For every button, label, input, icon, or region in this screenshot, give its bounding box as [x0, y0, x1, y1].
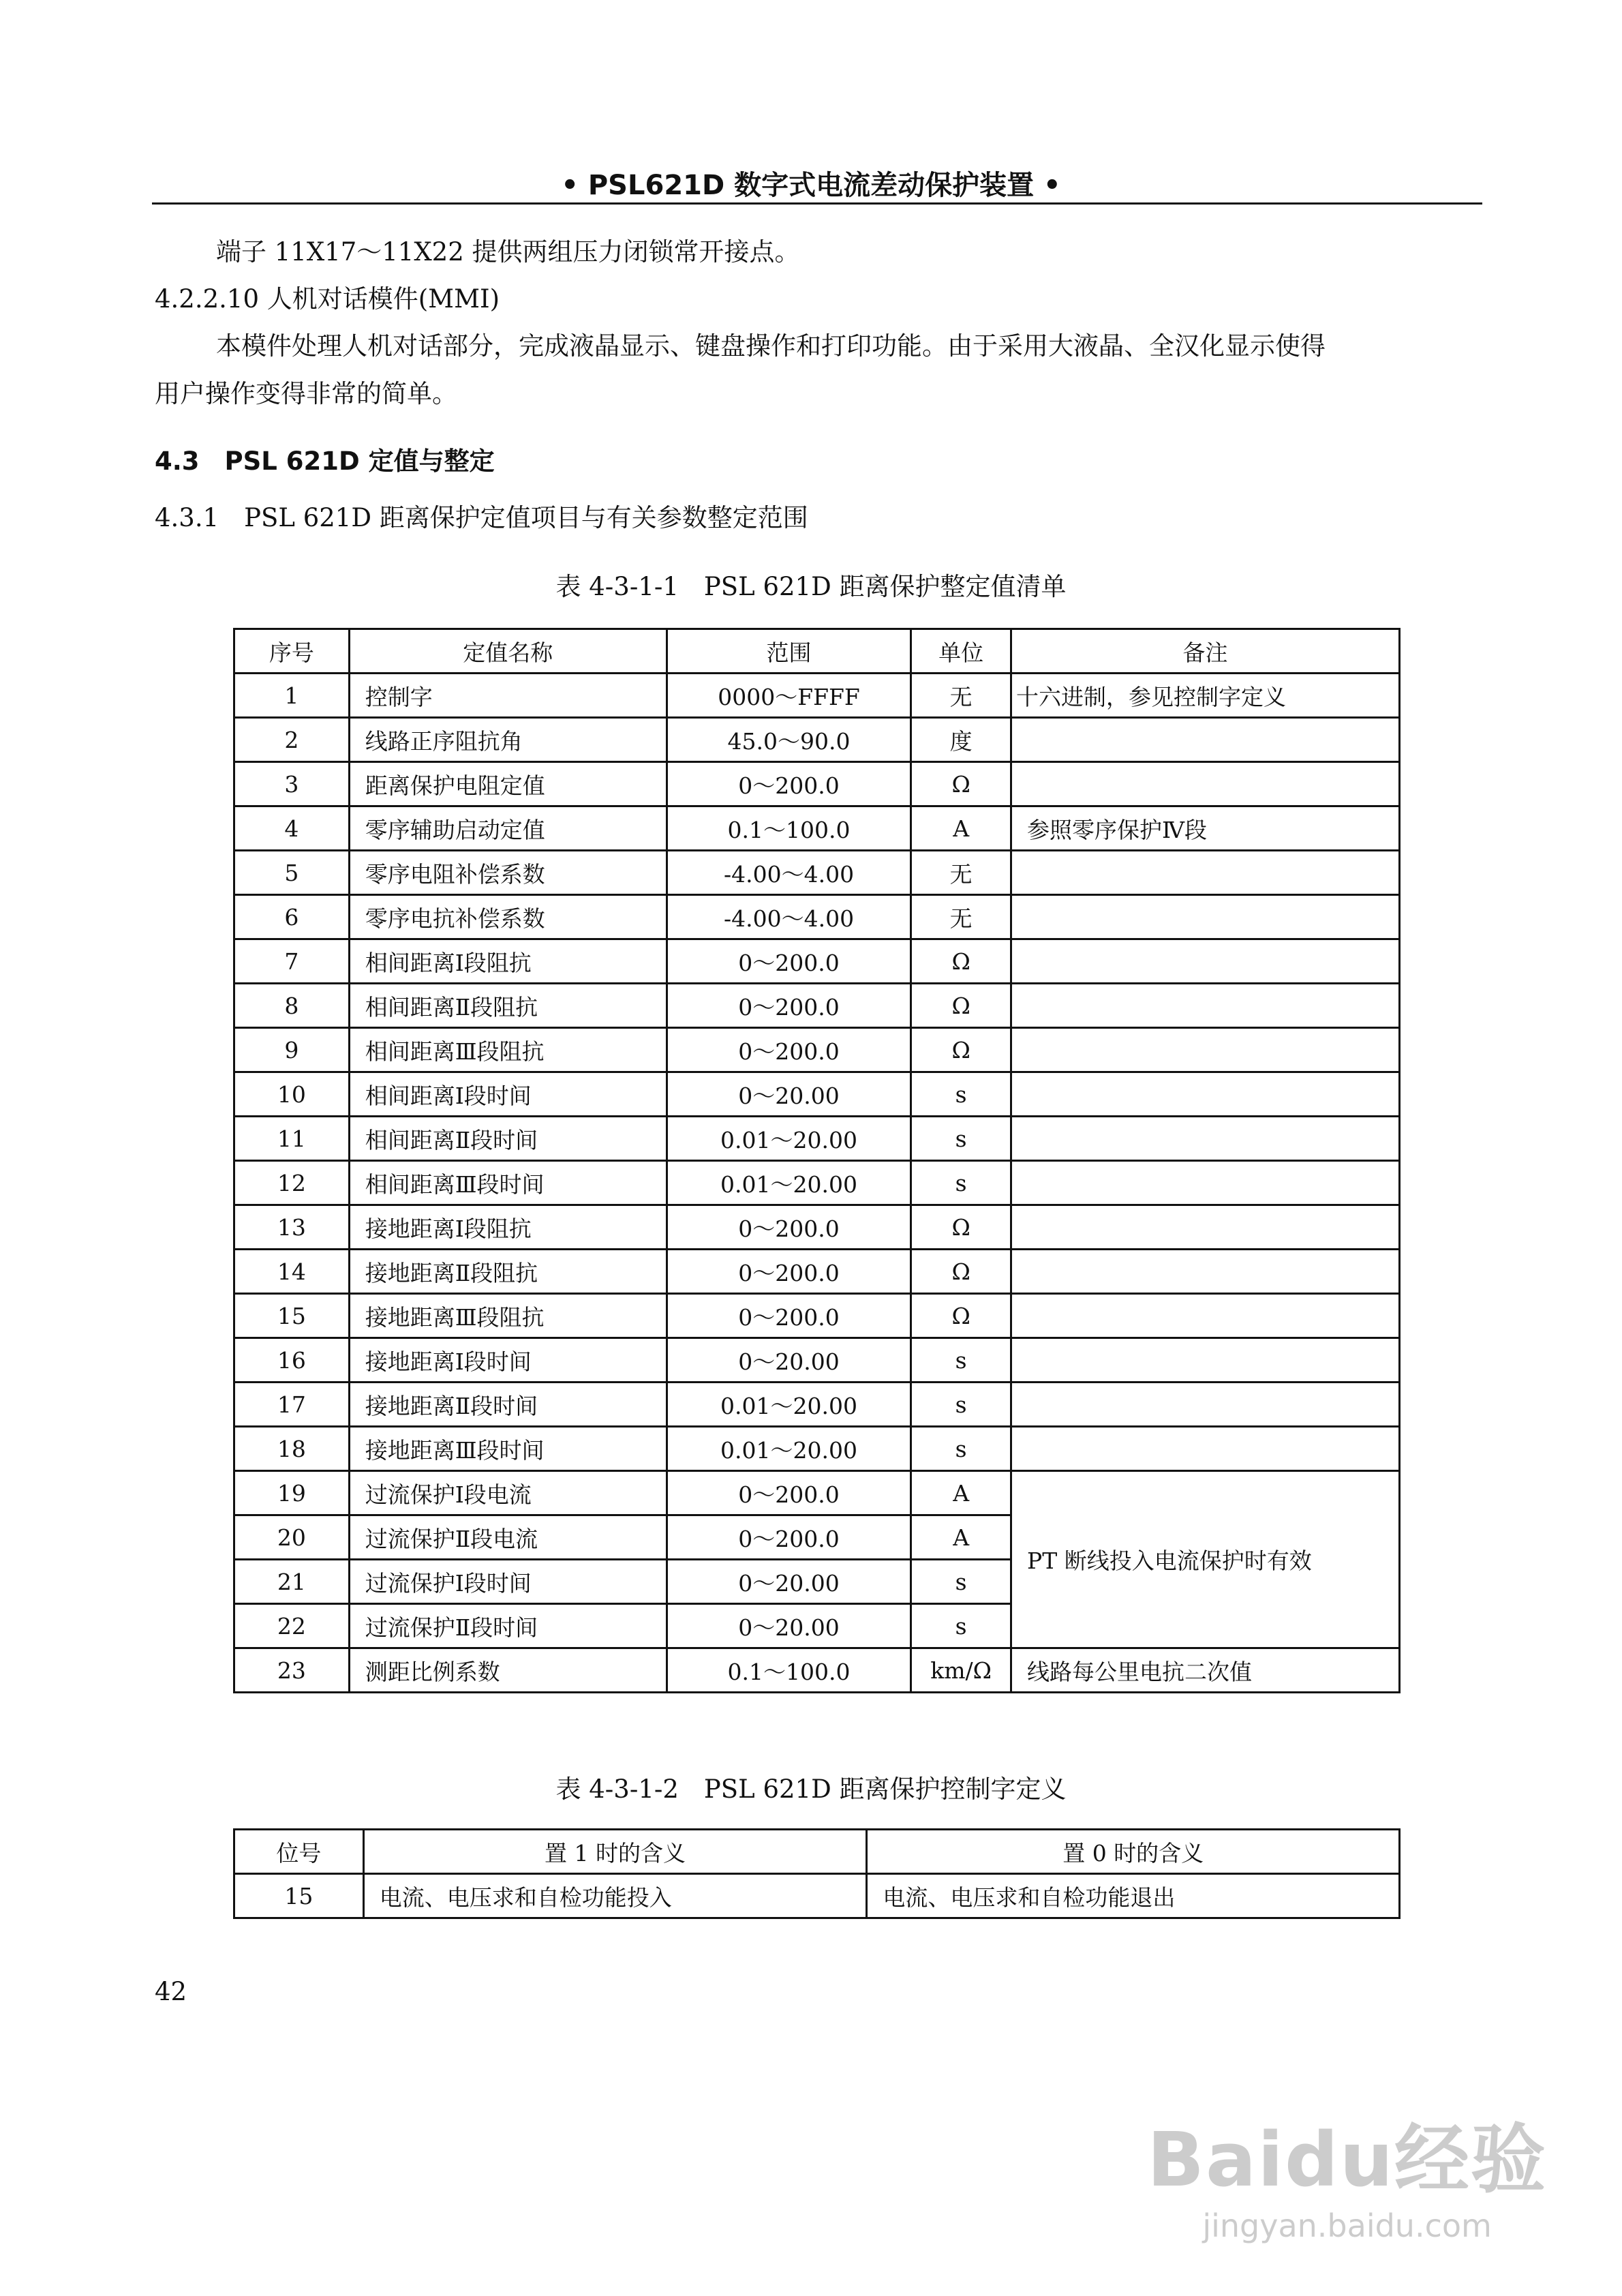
range-cell: 0～200.0	[667, 939, 911, 984]
bit-cell: 15	[234, 1874, 364, 1918]
range-cell: 0000～FFFF	[667, 674, 911, 718]
unit-cell: s	[911, 1427, 1011, 1471]
note-cell	[1011, 1294, 1400, 1338]
range-cell: 0～200.0	[667, 1471, 911, 1515]
note-cell	[1011, 984, 1400, 1028]
table-row	[234, 1072, 1400, 1117]
name-cell: 测距比例系数	[349, 1648, 667, 1693]
table-row	[234, 762, 1400, 806]
range-cell: 0.01～20.00	[667, 1383, 911, 1427]
name-cell: 过流保护Ⅱ段时间	[349, 1604, 667, 1648]
baidu-watermark	[1147, 2100, 1547, 2244]
control-word-table	[233, 1828, 1401, 1919]
name-cell: 相间距离Ⅲ段时间	[349, 1161, 667, 1205]
table-row	[234, 1205, 1400, 1250]
paragraph-terminal: 端子 11X17～11X22 提供两组压力闭锁常开接点。	[216, 237, 800, 267]
unit-cell: 度	[911, 718, 1011, 762]
unit-cell: A	[911, 806, 1011, 851]
note-cell: 线路每公里电抗二次值	[1011, 1648, 1400, 1693]
note-cell	[1011, 939, 1400, 984]
table-row	[234, 895, 1400, 939]
unit-cell: Ω	[911, 1028, 1011, 1072]
name-cell: 过流保护Ⅰ段时间	[349, 1560, 667, 1604]
unit-cell: Ω	[911, 1250, 1011, 1294]
table-header-cell: 序号	[234, 629, 350, 674]
seq-cell: 2	[234, 718, 350, 762]
range-cell: 0～20.00	[667, 1604, 911, 1648]
range-cell: 0～20.00	[667, 1338, 911, 1383]
table-header-cell: 定值名称	[349, 629, 667, 674]
seq-cell: 13	[234, 1205, 350, 1250]
seq-cell: 16	[234, 1338, 350, 1383]
table-row	[234, 1427, 1400, 1471]
note-cell	[1011, 1338, 1400, 1383]
note-cell	[1011, 1028, 1400, 1072]
table-row	[234, 674, 1400, 718]
range-cell: 0～200.0	[667, 1028, 911, 1072]
unit-cell: s	[911, 1161, 1011, 1205]
settings-table	[233, 628, 1401, 1693]
range-cell: 0～200.0	[667, 1250, 911, 1294]
note-cell: 十六进制，参见控制字定义	[1011, 674, 1400, 718]
name-cell: 零序电抗补偿系数	[349, 895, 667, 939]
seq-cell: 5	[234, 851, 350, 895]
unit-cell: A	[911, 1471, 1011, 1515]
table-row	[234, 806, 1400, 851]
page-number: 42	[155, 1977, 187, 2006]
note-cell	[1011, 1427, 1400, 1471]
table-header-cell: 备注	[1011, 629, 1400, 674]
unit-cell: s	[911, 1604, 1011, 1648]
name-cell: 接地距离Ⅱ段时间	[349, 1383, 667, 1427]
table-row	[234, 1383, 1400, 1427]
name-cell: 相间距离Ⅰ段时间	[349, 1072, 667, 1117]
table-header-cell: 范围	[667, 629, 911, 674]
range-cell: 0～20.00	[667, 1072, 911, 1117]
seq-cell: 18	[234, 1427, 350, 1471]
name-cell: 接地距离Ⅲ段时间	[349, 1427, 667, 1471]
unit-cell: Ω	[911, 1294, 1011, 1338]
table-row	[234, 851, 1400, 895]
unit-cell: Ω	[911, 762, 1011, 806]
set0-meaning-cell: 电流、电压求和自检功能退出	[867, 1874, 1400, 1918]
range-cell: -4.00～4.00	[667, 895, 911, 939]
section-heading-4-3-1: 4.3.1 PSL 621D 距离保护定值项目与有关参数整定范围	[155, 503, 808, 532]
table-header-cell: 单位	[911, 629, 1011, 674]
note-cell	[1011, 1072, 1400, 1117]
unit-cell: s	[911, 1383, 1011, 1427]
note-cell	[1011, 762, 1400, 806]
range-cell: 0～20.00	[667, 1560, 911, 1604]
table-header-cell: 置 0 时的含义	[867, 1830, 1400, 1874]
table2-caption: 表 4-3-1-2 PSL 621D 距离保护控制字定义	[555, 1774, 1067, 1804]
unit-cell: A	[911, 1515, 1011, 1560]
range-cell: 0.01～20.00	[667, 1161, 911, 1205]
table-row	[234, 1028, 1400, 1072]
unit-cell: 无	[911, 674, 1011, 718]
unit-cell: km/Ω	[911, 1648, 1011, 1693]
name-cell: 距离保护电阻定值	[349, 762, 667, 806]
table-row	[234, 1117, 1400, 1161]
paragraph-mmi-line2: 用户操作变得非常的简单。	[155, 379, 457, 408]
note-cell	[1011, 851, 1400, 895]
running-header: • PSL621D 数字式电流差动保护装置 •	[561, 170, 1061, 201]
note-cell	[1011, 1205, 1400, 1250]
paragraph-mmi-line1: 本模件处理人机对话部分，完成液晶显示、键盘操作和打印功能。由于采用大液晶、全汉化显示使得	[216, 331, 1326, 361]
table-row	[234, 718, 1400, 762]
name-cell: 线路正序阻抗角	[349, 718, 667, 762]
name-cell: 相间距离Ⅱ段时间	[349, 1117, 667, 1161]
note-cell: 参照零序保护Ⅳ段	[1011, 806, 1400, 851]
seq-cell: 9	[234, 1028, 350, 1072]
unit-cell: Ω	[911, 939, 1011, 984]
set1-meaning-cell: 电流、电压求和自检功能投入	[363, 1874, 867, 1918]
seq-cell: 17	[234, 1383, 350, 1427]
note-cell	[1011, 1383, 1400, 1427]
seq-cell: 8	[234, 984, 350, 1028]
range-cell: 0.1～100.0	[667, 1648, 911, 1693]
range-cell: 0～200.0	[667, 762, 911, 806]
note-cell	[1011, 718, 1400, 762]
seq-cell: 10	[234, 1072, 350, 1117]
range-cell: 0～200.0	[667, 1205, 911, 1250]
note-cell: PT 断线投入电流保护时有效	[1011, 1471, 1400, 1648]
table-row	[234, 1294, 1400, 1338]
unit-cell: 无	[911, 851, 1011, 895]
name-cell: 相间距离Ⅱ段阻抗	[349, 984, 667, 1028]
seq-cell: 20	[234, 1515, 350, 1560]
heading-4-2-2-10: 4.2.2.10 人机对话模件(MMI)	[155, 284, 500, 314]
range-cell: 0～200.0	[667, 1515, 911, 1560]
name-cell: 零序电阻补偿系数	[349, 851, 667, 895]
unit-cell: Ω	[911, 1205, 1011, 1250]
range-cell: 45.0～90.0	[667, 718, 911, 762]
table-header-cell: 置 1 时的含义	[363, 1830, 867, 1874]
unit-cell: s	[911, 1338, 1011, 1383]
seq-cell: 15	[234, 1294, 350, 1338]
range-cell: 0.01～20.00	[667, 1427, 911, 1471]
name-cell: 接地距离Ⅰ段时间	[349, 1338, 667, 1383]
seq-cell: 1	[234, 674, 350, 718]
name-cell: 接地距离Ⅱ段阻抗	[349, 1250, 667, 1294]
watermark-url: jingyan.baidu.com	[1202, 2207, 1492, 2244]
range-cell: 0～200.0	[667, 1294, 911, 1338]
watermark-brand: Baidu经验	[1147, 2116, 1547, 2203]
table-row	[234, 939, 1400, 984]
range-cell: 0.01～20.00	[667, 1117, 911, 1161]
unit-cell: s	[911, 1072, 1011, 1117]
header-rule	[152, 202, 1482, 205]
name-cell: 相间距离Ⅲ段阻抗	[349, 1028, 667, 1072]
section-heading-4-3: 4.3 PSL 621D 定值与整定	[155, 447, 495, 476]
seq-cell: 7	[234, 939, 350, 984]
seq-cell: 19	[234, 1471, 350, 1515]
name-cell: 控制字	[349, 674, 667, 718]
table1-caption: 表 4-3-1-1 PSL 621D 距离保护整定值清单	[555, 572, 1067, 601]
unit-cell: s	[911, 1117, 1011, 1161]
seq-cell: 12	[234, 1161, 350, 1205]
seq-cell: 21	[234, 1560, 350, 1604]
name-cell: 过流保护Ⅰ段电流	[349, 1471, 667, 1515]
note-cell	[1011, 895, 1400, 939]
unit-cell: Ω	[911, 984, 1011, 1028]
range-cell: 0.1～100.0	[667, 806, 911, 851]
name-cell: 过流保护Ⅱ段电流	[349, 1515, 667, 1560]
unit-cell: s	[911, 1560, 1011, 1604]
table-row	[234, 1471, 1400, 1515]
name-cell: 零序辅助启动定值	[349, 806, 667, 851]
name-cell: 接地距离Ⅰ段阻抗	[349, 1205, 667, 1250]
table-row	[234, 1338, 1400, 1383]
range-cell: -4.00～4.00	[667, 851, 911, 895]
seq-cell: 3	[234, 762, 350, 806]
seq-cell: 14	[234, 1250, 350, 1294]
table-row	[234, 984, 1400, 1028]
note-cell	[1011, 1117, 1400, 1161]
range-cell: 0～200.0	[667, 984, 911, 1028]
note-cell	[1011, 1250, 1400, 1294]
seq-cell: 11	[234, 1117, 350, 1161]
table-header-cell: 位号	[234, 1830, 364, 1874]
table-row	[234, 1874, 1400, 1918]
name-cell: 接地距离Ⅲ段阻抗	[349, 1294, 667, 1338]
note-cell	[1011, 1161, 1400, 1205]
seq-cell: 22	[234, 1604, 350, 1648]
table-row	[234, 1161, 1400, 1205]
table-row	[234, 1250, 1400, 1294]
seq-cell: 23	[234, 1648, 350, 1693]
seq-cell: 4	[234, 806, 350, 851]
seq-cell: 6	[234, 895, 350, 939]
table-row	[234, 1648, 1400, 1693]
name-cell: 相间距离Ⅰ段阻抗	[349, 939, 667, 984]
unit-cell: 无	[911, 895, 1011, 939]
